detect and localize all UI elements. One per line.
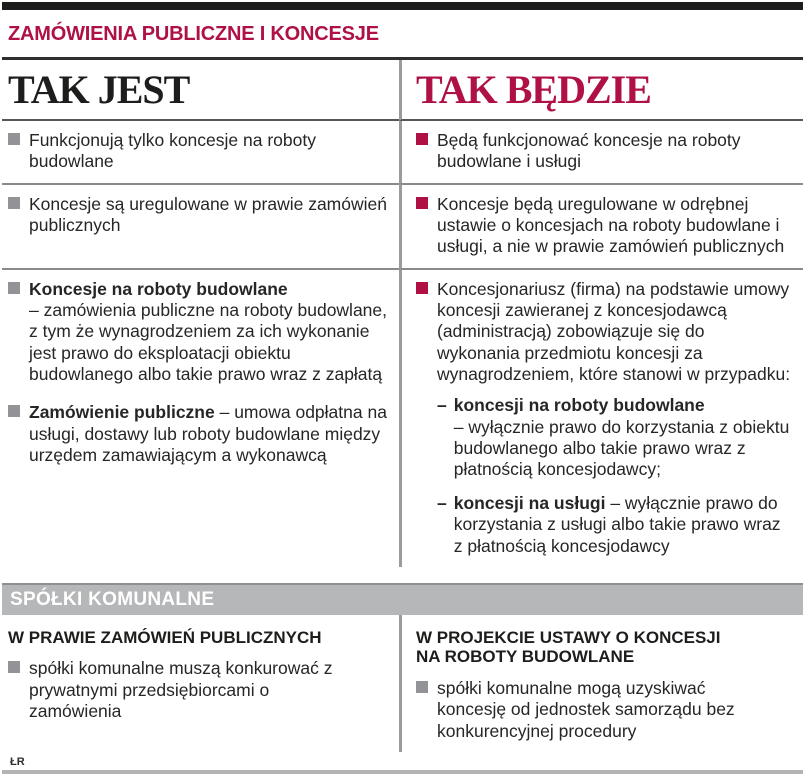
section-band-title: SPÓŁKI KOMUNALNE [2, 583, 803, 615]
cell-left-row2 [2, 183, 399, 268]
cell-right-row2 [399, 183, 803, 268]
spolki-comparison-table [2, 615, 803, 752]
list-item [416, 279, 791, 386]
top-black-bar [2, 2, 803, 10]
list-item [416, 678, 791, 742]
gray-square-bullet-icon [8, 197, 20, 209]
sub-list-item-text [454, 493, 791, 557]
subsection-heading-left: W PRAWIE ZAMÓWIEŃ PUBLICZNYCH [8, 627, 322, 647]
list-item [8, 658, 387, 722]
dash-bullet-icon: – [437, 395, 447, 416]
gray-square-bullet-icon [8, 282, 20, 294]
term-label: Koncesje na roboty budowlane [29, 278, 288, 299]
term-definition: – zamówienia publiczne na roboty budowlane, z tym że wynagrodzeniem za ich wykonanie jest prawo do eksploatacji obiektu budowlanego albo takie prawo wraz z zapłatą [29, 300, 388, 385]
list-item [416, 194, 791, 258]
list-item [8, 279, 387, 386]
sub-list-item [437, 493, 791, 557]
list-item-text [29, 402, 387, 466]
term-definition: – umowa odpłatna na usługi, dostawy lub roboty budowlane między urzędem zamawiającym a wykonawcą [29, 402, 387, 466]
list-item-text: Koncesje są uregulowane w prawie zamówień publicznych [29, 193, 387, 236]
list-item-text: Koncesjonariusz (firma) na podstawie umowy koncesji zawieranej z koncesjodawcą (administracją) zobowiązuje się do wykonania przedmiotu koncesji za wynagrodzeniem, które stanowi w przypadku: [437, 278, 791, 385]
term-label: Zamówienie publiczne [29, 402, 215, 423]
page-title: ZAMÓWIENIA PUBLICZNE I KONCESJE [8, 23, 379, 45]
term-label: koncesji na usługi [453, 492, 606, 513]
dash-bullet-icon: – [437, 492, 447, 513]
red-square-bullet-icon [416, 133, 428, 145]
cell-left-row3 [2, 268, 399, 567]
term-definition: – wyłącznie prawo do korzystania z usługi albo takie prawo wraz z płatnością koncesjodawcy [453, 492, 781, 556]
gray-square-bullet-icon [416, 681, 428, 693]
list-item-text: Koncesje będą uregulowane w odrębnej ustawie o koncesjach na roboty budowlane i usługi, a nie w prawie zamówień publicznych [437, 193, 785, 257]
term-definition: – wyłącznie prawo do korzystania z obiektu budowlanego albo takie prawo wraz z płatnością koncesjodawcy; [453, 416, 790, 480]
red-square-bullet-icon [416, 197, 428, 209]
gray-square-bullet-icon [8, 405, 20, 417]
column-heading-tak-bedzie: TAK BĘDZIE [399, 60, 803, 121]
cell-spolki-right [399, 615, 803, 752]
cell-right-row1 [399, 121, 803, 183]
author-credit: ŁR [10, 755, 25, 768]
cell-spolki-left [2, 615, 399, 752]
cell-right-row3 [399, 268, 803, 567]
list-item [416, 130, 791, 173]
list-item-text: Będą funkcjonować koncesje na roboty budowlane i usługi [437, 130, 741, 172]
column-heading-tak-jest: TAK JEST [2, 60, 399, 121]
comparison-table [2, 60, 803, 567]
list-item-text [29, 279, 387, 386]
bottom-divider [2, 770, 803, 774]
list-item-text: Funkcjonują tylko koncesje na roboty budowlane [29, 130, 316, 172]
list-item [8, 130, 387, 173]
cell-left-row1 [2, 121, 399, 183]
list-item-text: spółki komunalne mogą uzyskiwać koncesję od jednostek samorządu bez konkurencyjnej procedury [437, 677, 735, 741]
sub-list-item-text [454, 395, 791, 480]
red-square-bullet-icon [416, 282, 428, 294]
subsection-heading-right: W PROJEKCIE USTAWY O KONCESJI NA ROBOTY BUDOWLANE [416, 627, 721, 667]
list-item [8, 194, 387, 237]
gray-square-bullet-icon [8, 133, 20, 145]
term-label: koncesji na roboty budowlane [453, 395, 705, 416]
list-item [8, 402, 387, 466]
gray-square-bullet-icon [8, 661, 20, 673]
sub-list-item [437, 395, 791, 480]
list-item-text: spółki komunalne muszą konkurować z prywatnymi przedsiębiorcami o zamówienia [29, 658, 333, 722]
